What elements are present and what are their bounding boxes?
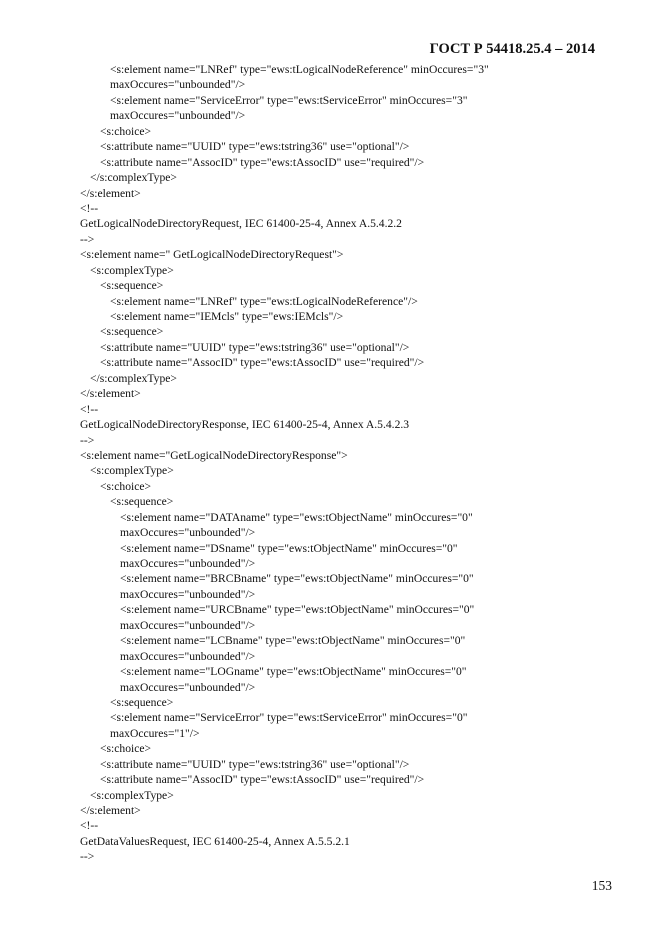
code-line: <s:attribute name="AssocID" type="ews:tAssocID" use="required"/> xyxy=(100,356,425,370)
code-line: <s:element name="DATAname" type="ews:tObjectName" minOccures="0" xyxy=(120,510,473,524)
code-line: maxOccures="unbounded"/> xyxy=(120,618,256,632)
document-standard-header: ГОСТ Р 54418.25.4 – 2014 xyxy=(429,41,595,57)
code-line: </s:complexType> xyxy=(90,371,177,385)
code-line: <s:attribute name="AssocID" type="ews:tAssocID" use="required"/> xyxy=(100,773,425,787)
code-line: --> xyxy=(80,433,95,447)
code-line: maxOccures="unbounded"/> xyxy=(120,526,256,540)
code-line: maxOccures="unbounded"/> xyxy=(120,680,256,694)
code-line: <s:element name="DSname" type="ews:tObjectName" minOccures="0" xyxy=(120,541,458,555)
code-line: <s:attribute name="UUID" type="ews:tstring36" use="optional"/> xyxy=(100,757,410,771)
code-line: --> xyxy=(80,232,95,246)
code-line: maxOccures="unbounded"/> xyxy=(120,649,256,663)
code-line: maxOccures="1"/> xyxy=(110,726,200,740)
code-line: <s:element name="LNRef" type="ews:tLogicalNodeReference"/> xyxy=(110,294,418,308)
code-line: </s:element> xyxy=(80,804,141,817)
code-line: GetLogicalNodeDirectoryRequest, IEC 61400-25-4, Annex A.5.4.2.2 xyxy=(80,217,402,231)
code-line: <s:choice> xyxy=(100,124,152,138)
code-line: <s:element name="LOGname" type="ews:tObjectName" minOccures="0" xyxy=(120,665,467,679)
code-line: <!-- xyxy=(80,819,99,833)
xml-code-listing xyxy=(80,62,620,865)
code-line: <s:sequence> xyxy=(110,695,174,709)
code-line: <s:choice> xyxy=(100,479,152,493)
code-line: <s:element name="IEMcls" type="ews:IEMcls"/> xyxy=(110,310,344,323)
code-line: <s:sequence> xyxy=(100,279,164,293)
code-line: </s:element> xyxy=(80,186,141,200)
code-line: maxOccures="unbounded"/> xyxy=(110,78,246,92)
code-line: <s:element name="GetLogicalNodeDirectoryResponse"> xyxy=(80,448,348,462)
code-line: <s:complexType> xyxy=(90,788,174,802)
code-line: <s:sequence> xyxy=(110,495,174,509)
code-line: maxOccures="unbounded"/> xyxy=(110,109,246,123)
code-line: <s:attribute name="UUID" type="ews:tstring36" use="optional"/> xyxy=(100,140,410,154)
code-line: <s:element name="LCBname" type="ews:tObjectName" minOccures="0" xyxy=(120,634,466,648)
code-line: <!-- xyxy=(80,402,99,416)
code-line: <s:element name="BRCBname" type="ews:tObjectName" minOccures="0" xyxy=(120,572,474,586)
code-line: --> xyxy=(80,850,95,864)
code-line: maxOccures="unbounded"/> xyxy=(120,557,256,570)
page-number: 153 xyxy=(591,878,612,893)
code-line: <s:element name="LNRef" type="ews:tLogicalNodeReference" minOccures="3" xyxy=(110,63,489,76)
code-line: GetLogicalNodeDirectoryResponse, IEC 61400-25-4, Annex A.5.4.2.3 xyxy=(80,418,410,432)
code-line: GetDataValuesRequest, IEC 61400-25-4, Annex A.5.5.2.1 xyxy=(80,834,350,848)
code-line: <s:element name="ServiceError" type="ews:tServiceError" minOccures="3" xyxy=(110,93,468,107)
code-line: <s:attribute name="UUID" type="ews:tstring36" use="optional"/> xyxy=(100,340,410,354)
code-line: <s:sequence> xyxy=(100,325,164,339)
code-line: <!-- xyxy=(80,201,99,215)
code-line: <s:attribute name="AssocID" type="ews:tAssocID" use="required"/> xyxy=(100,155,425,169)
code-line: <s:element name="URCBname" type="ews:tObjectName" minOccures="0" xyxy=(120,603,475,617)
code-line: maxOccures="unbounded"/> xyxy=(120,587,256,601)
code-line: <s:element name=" GetLogicalNodeDirectoryRequest"> xyxy=(80,248,344,262)
code-line: <s:complexType> xyxy=(90,263,174,277)
code-line: <s:choice> xyxy=(100,742,152,756)
code-line: <s:complexType> xyxy=(90,464,174,478)
code-line: </s:complexType> xyxy=(90,171,177,185)
code-line: </s:element> xyxy=(80,387,141,401)
code-line: <s:element name="ServiceError" type="ews:tServiceError" minOccures="0" xyxy=(110,711,468,725)
